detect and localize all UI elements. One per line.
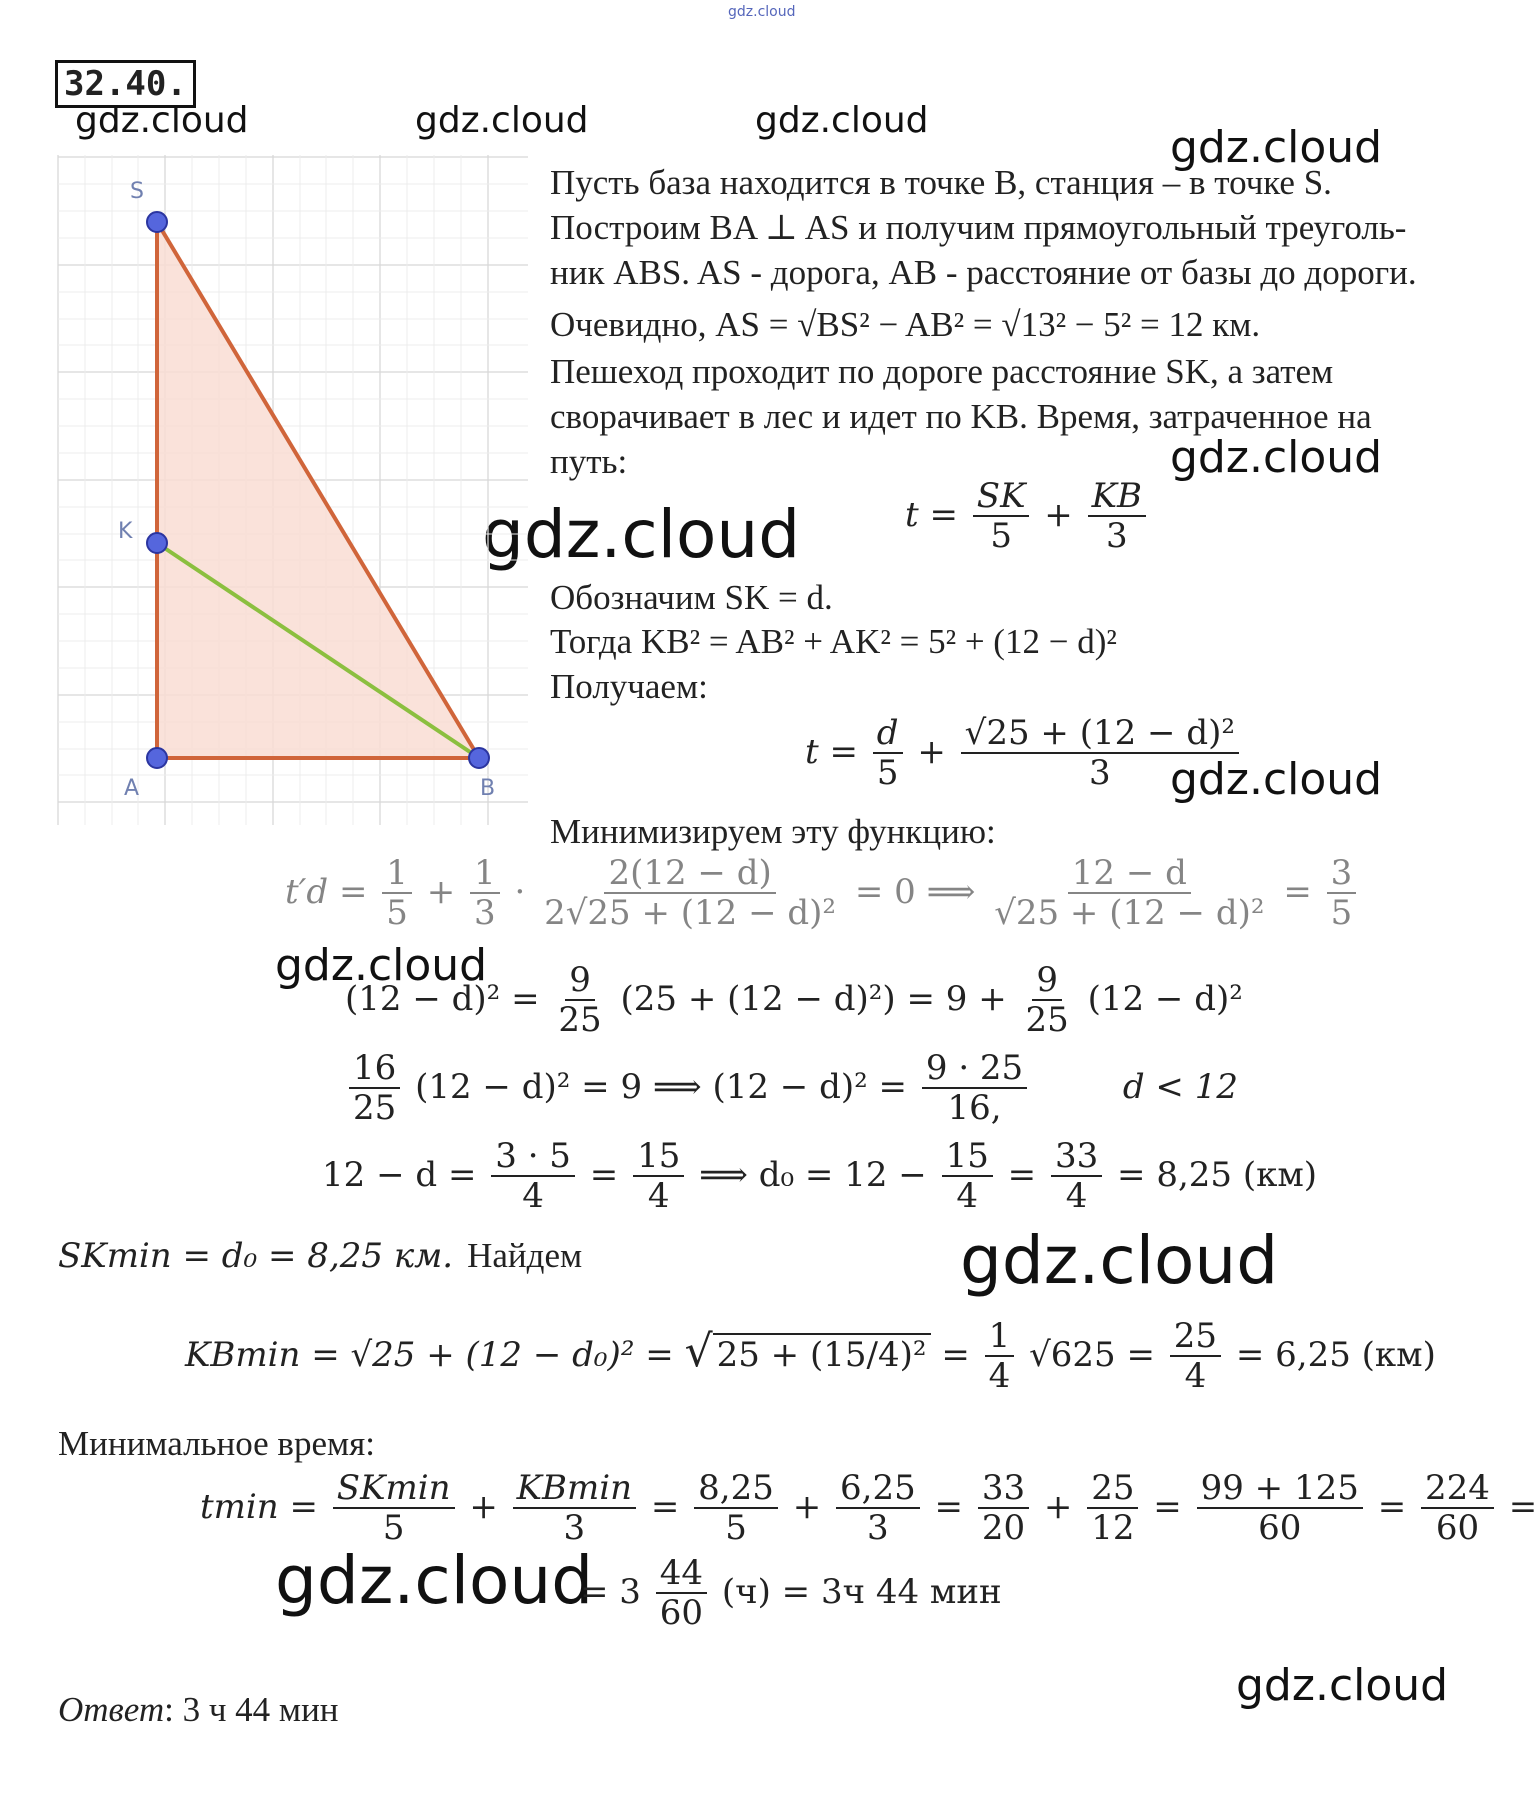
paragraph-line: Тогда KB² = AB² + AK² = 5² + (12 − d)²: [550, 622, 1117, 661]
fraction: $\frac{25}{4}$: [1170, 1318, 1221, 1396]
fraction: $\frac{6,25}{3}$: [836, 1470, 920, 1548]
watermark: gdz.cloud: [1170, 754, 1383, 805]
answer-label: Ответ: [58, 1690, 165, 1729]
paragraph-line: путь:: [550, 442, 628, 481]
fraction: $\frac{224}{60}$: [1421, 1470, 1494, 1548]
formula-derivative: t′d = $\frac{1}{5}$ + $\frac{1}{3}$ · $\frac{2(12 - d)}{\text{2√25 + (12 − d)²}}$ = 0 ⟹ $\frac{12 - d}{\text{√25 + (12 − d)²}}$ = $\frac{3}{5}$: [285, 855, 1360, 933]
paragraph-line: Получаем:: [550, 667, 708, 706]
watermark: gdz.cloud: [755, 100, 929, 141]
fraction: $\frac{15}{4}$: [633, 1138, 684, 1216]
fraction: $\frac{9}{25}$: [558, 960, 602, 1041]
watermark: gdz.cloud: [75, 100, 249, 141]
watermark: gdz.cloud: [275, 940, 488, 991]
formula-t-lhs: t =: [905, 495, 958, 536]
point-B: [469, 748, 489, 768]
label-S: S: [130, 179, 144, 204]
watermark: gdz.cloud: [275, 1542, 594, 1619]
label-B: B: [480, 776, 496, 801]
answer-value: : 3 ч 44 мин: [164, 1690, 339, 1729]
top-watermark: gdz.cloud: [728, 4, 796, 20]
label-K: K: [118, 519, 133, 544]
skmin-line: SKmin = d₀ = 8,25 км. Найдем: [58, 1236, 583, 1276]
paragraph-line: Очевидно, AS = √BS² − AB² = √13² − 5² = 12 км.: [550, 305, 1261, 344]
fraction: $\frac{9}{25}$: [1025, 960, 1069, 1041]
fraction: $\frac{99 + 125}{60}$: [1197, 1470, 1363, 1548]
fraction: $\frac{KBmin}{3}$: [513, 1470, 636, 1548]
paragraph-line: сворачивает в лес и идет по KB. Время, затраченное на: [550, 397, 1372, 436]
watermark: gdz.cloud: [482, 496, 801, 573]
fraction: $\frac{3}{5}$: [1327, 855, 1357, 933]
formula-result: = 3 $\frac{44}{60}$ (ч) = 3ч 44 мин: [580, 1553, 1002, 1634]
problem-number: 32.40.: [55, 60, 196, 108]
paragraph-line: ник ABS. AS - дорога, AB - расстояние от базы до дороги.: [550, 253, 1417, 292]
formula-t: t = $\frac{SK}{5}$ + $\frac{KB}{3}$: [905, 478, 1150, 556]
fraction: $\frac{SK}{5}$: [973, 478, 1030, 556]
fraction: $\frac{\text{√25 + (12 − d)²}}{3}$: [961, 715, 1239, 793]
paragraph-line: Минимизируем эту функцию:: [550, 812, 996, 851]
fraction: $\frac{15}{4}$: [942, 1138, 993, 1216]
fraction: $\frac{16}{25}$: [349, 1050, 400, 1128]
point-S: [147, 212, 167, 232]
fraction: $\frac{d}{5}$: [873, 715, 903, 793]
fraction: $\frac{33}{4}$: [1051, 1138, 1102, 1216]
fraction: $\frac{1}{4}$: [985, 1318, 1015, 1396]
fraction: $\frac{44}{60}$: [656, 1555, 707, 1633]
watermark: gdz.cloud: [960, 1222, 1279, 1299]
paragraph-line: Обозначим SK = d.: [550, 578, 833, 617]
paragraph-line: Пешеход проходит по дороге расстояние SK, а затем: [550, 352, 1334, 391]
fraction: $\frac{SKmin}{5}$: [333, 1470, 455, 1548]
paragraph-line: Построим BA ⊥ AS и получим прямоугольный треуголь-: [550, 208, 1407, 247]
fraction: $\frac{25}{12}$: [1087, 1470, 1138, 1548]
formula-kbmin: KBmin = √25 + (12 − d₀)² = √ 25 + (15/4)² = $\frac{1}{4}$ √625 = $\frac{25}{4}$ = 6,25 (км): [185, 1316, 1436, 1397]
formula-eq4: $\frac{16}{25}$ (12 − d)² = 9 ⟹ (12 − d)² = $\frac{9 \cdot 25}{16,}$ d < 12: [345, 1050, 1238, 1128]
triangle-figure: [58, 155, 528, 825]
fraction: $\frac{1}{5}$: [382, 855, 412, 933]
fraction: $\frac{12 - d}{\text{√25 + (12 − d)²}}$: [994, 853, 1265, 934]
point-A: [147, 748, 167, 768]
watermark: gdz.cloud: [1170, 432, 1383, 483]
fraction: $\frac{1}{3}$: [470, 855, 500, 933]
paragraph-line: Пусть база находится в точке B, станция – в точке S.: [550, 163, 1332, 202]
formula-eq5: 12 − d = $\frac{3 \cdot 5}{4}$ = $\frac{15}{4}$ ⟹ d₀ = 12 − $\frac{15}{4}$ = $\frac{33}{4}$ = 8,25 (км): [322, 1136, 1318, 1217]
fraction: $\frac{3 \cdot 5}{4}$: [491, 1138, 575, 1216]
fraction: $\frac{2(12 - d)}{\text{2√25 + (12 − d)²}}$: [544, 853, 837, 934]
fraction: $\frac{8,25}{5}$: [694, 1470, 778, 1548]
fraction: $\frac{9 \cdot 25}{16,}$: [922, 1050, 1027, 1128]
label-A: A: [124, 776, 140, 801]
formula-tmin: tmin = $\frac{SKmin}{5}$ + $\frac{KBmin}{3}$ = $\frac{8,25}{5}$ + $\frac{6,25}{3}$ = $\frac{33}{20}$ + $\frac{25}{12}$ = $\frac{99 + 125}{60}$ = $\frac{224}{60}$ =: [200, 1468, 1537, 1549]
watermark: gdz.cloud: [1170, 122, 1383, 173]
fraction: $\frac{KB}{3}$: [1088, 478, 1146, 556]
formula-t2: t = $\frac{d}{5}$ + $\frac{\text{√25 + (12 − d)²}}{3}$: [805, 715, 1243, 793]
point-K: [147, 533, 167, 553]
watermark: gdz.cloud: [415, 100, 589, 141]
answer: [58, 1690, 339, 1730]
paragraph-line: Минимальное время:: [58, 1424, 375, 1463]
formula-eq3: (12 − d)² = $\frac{9}{25}$ (25 + (12 − d)²) = 9 + $\frac{9}{25}$ (12 − d)²: [345, 960, 1243, 1041]
triangle-ABS: [157, 222, 479, 758]
watermark: gdz.cloud: [1236, 1660, 1449, 1711]
fraction: $\frac{33}{20}$: [978, 1470, 1029, 1548]
